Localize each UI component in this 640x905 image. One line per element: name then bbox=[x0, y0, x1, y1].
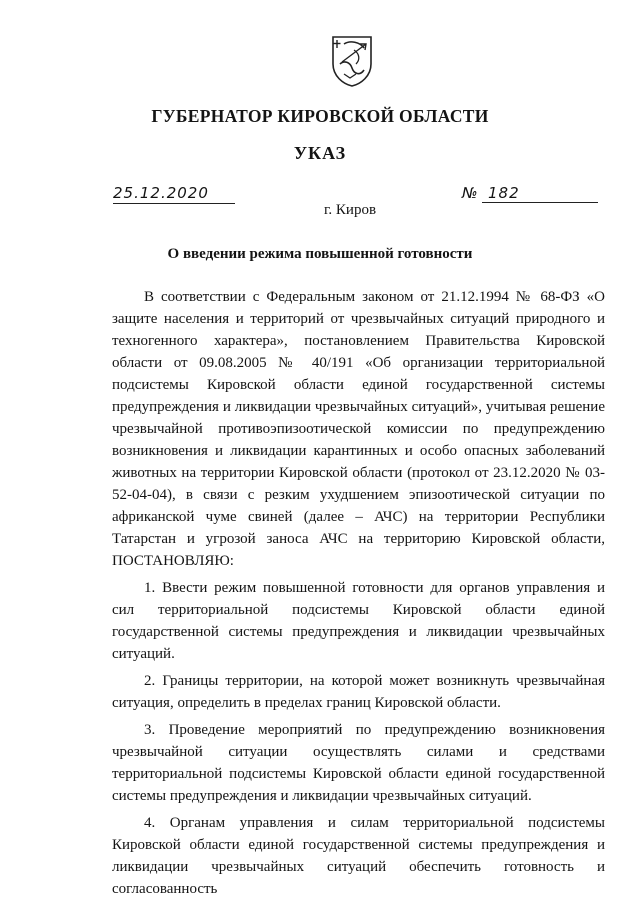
clause-2: 2. Границы территории, на которой может возникнуть чрезвычайная ситуация, определить в пределах границ Кировской области. bbox=[112, 673, 605, 711]
decree-number bbox=[462, 185, 602, 203]
number-field bbox=[482, 185, 598, 203]
document-body bbox=[112, 286, 605, 900]
decree-date-value: 25.12.2020 bbox=[113, 184, 209, 202]
clause-1: 1. Ввести режим повышенной готовности для органов управления и сил территориальной подсистемы Кировской области единой государственной системы предупреждения и ликвидации чрезвычайных ситуаций. bbox=[112, 580, 605, 662]
number-label: № bbox=[462, 184, 479, 202]
number-value: 182 bbox=[488, 184, 520, 202]
document-title: О введении режима повышенной готовности bbox=[167, 246, 473, 262]
issuer-heading: ГУБЕРНАТОР КИРОВСКОЙ ОБЛАСТИ bbox=[151, 106, 489, 126]
document-type: УКАЗ bbox=[293, 143, 347, 163]
clause-4: 4. Органам управления и силам территориальной подсистемы Кировской области единой государственной системы предупреждения и ликвидации чрезвычайных ситуаций обеспечить готовность и согласованность bbox=[112, 815, 605, 897]
clause-3: 3. Проведение мероприятий по предупреждению возникновения чрезвычайной ситуации осуществлять силами и средствами территориальной подсистемы Кировской области единой государственной системы предупреждения и ликвидации чрезвычайных ситуаций. bbox=[112, 722, 605, 804]
coat-of-arms-icon bbox=[330, 34, 374, 88]
preamble-paragraph: В соответствии с Федеральным законом от 21.12.1994 № 68-ФЗ «О защите населения и территорий от чрезвычайных ситуаций природного и техногенного характера», постановлением Правительства Кировской области от 09.08.2005 № 40/191 «Об организации территориальной подсистемы Кировской области единой государственной системы предупреждения и ликвидации чрезвычайных ситуаций», учитывая решение чрезвычайной противоэпизоотической комиссии по предупреждению возникновения и ликвидации карантинных и особо опасных заболеваний животных на территории Кировской области (протокол от 23.12.2020 № 03-52-04-04), в связи с резким ухудшением эпизоотической ситуации по африканской чуме свиней (далее – АЧС) на территории Республики Татарстан и угрозой заноса АЧС на территорию Кировской области, ПОСТАНОВЛЯЮ: bbox=[112, 289, 605, 569]
city: г. Киров bbox=[323, 202, 377, 218]
